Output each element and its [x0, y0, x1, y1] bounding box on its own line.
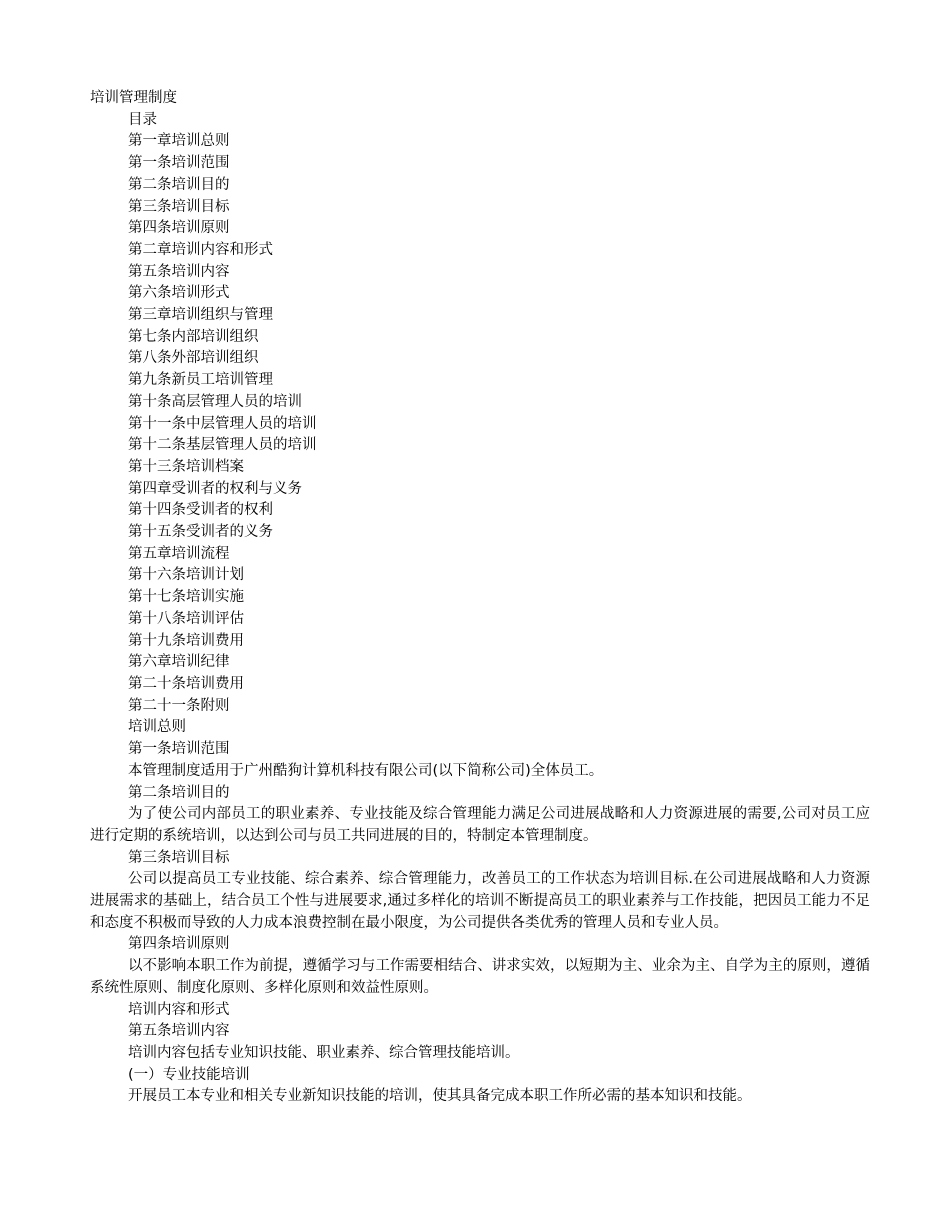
article-paragraph: 为了使公司内部员工的职业素养、专业技能及综合管理能力满足公司进展战略和人力资源进展的需要,公司对员工应进行定期的系统培训，以达到公司与员工共同进展的目的，特制定本管理制度。: [90, 806, 870, 844]
article-paragraph: 公司以提高员工专业技能、综合素养、综合管理能力，改善员工的工作状态为培训目标.在公司进展战略和人力资源进展需求的基础上，结合员工个性与进展要求,通过多样化的培训不断提高员工的职业素养与工作技能，把因员工能力不足和态度不积极而导致的人力成本浪费控制在最小限度，为公司提供各类优秀的管理人员和专业人员。: [90, 871, 870, 931]
table-of-contents: [90, 131, 870, 717]
toc-item: 第一章培训总则: [128, 133, 230, 150]
toc-item: 第十七条培训实施: [128, 589, 244, 606]
subsection-paragraph: 开展员工本专业和相关专业新知识技能的培训，使其具备完成本职工作所必需的基本知识和技能。: [128, 1088, 752, 1105]
article-heading: 第四条培训原则: [128, 936, 230, 953]
chapter-heading: 培训内容和形式: [128, 1001, 230, 1018]
toc-item: 第十六条培训计划: [128, 567, 244, 584]
article-paragraph: 本管理制度适用于广州酷狗计算机科技有限公司(以下简称公司)全体员工。: [128, 762, 604, 779]
toc-item: 第三条培训目标: [128, 198, 230, 215]
toc-item: 第五章培训流程: [128, 545, 230, 562]
toc-item: 第二十条培训费用: [128, 675, 244, 692]
toc-item: 第二十一条附则: [128, 697, 230, 714]
toc-item: 第二章培训内容和形式: [128, 241, 273, 258]
toc-item: 第六条培训形式: [128, 285, 230, 302]
toc-label: 目录: [128, 111, 157, 128]
toc-item: 第十条高层管理人员的培训: [128, 393, 302, 410]
article-paragraph: 以不影响本职工作为前提，遵循学习与工作需要相结合、讲求实效，以短期为主、业余为主、自学为主的原则，遵循系统性原则、制度化原则、多样化原则和效益性原则。: [90, 958, 870, 996]
article-paragraph: 培训内容包括专业知识技能、职业素养、综合管理技能培训。: [128, 1044, 520, 1061]
article-heading: 第三条培训目标: [128, 849, 230, 866]
chapter-heading: 培训总则: [128, 719, 186, 736]
toc-item: 第二条培训目的: [128, 176, 230, 193]
toc-item: 第五条培训内容: [128, 263, 230, 280]
document-body: [90, 88, 870, 1108]
document-title: 培训管理制度: [90, 90, 177, 106]
article-heading: 第二条培训目的: [128, 784, 230, 801]
toc-item: 第六章培训纪律: [128, 654, 230, 671]
toc-item: 第四条培训原则: [128, 220, 230, 237]
toc-item: 第七条内部培训组织: [128, 328, 259, 345]
toc-item: 第一条培训范围: [128, 155, 230, 172]
toc-item: 第十八条培训评估: [128, 610, 244, 627]
toc-item: 第十五条受训者的义务: [128, 524, 273, 541]
toc-item: 第十二条基层管理人员的培训: [128, 437, 317, 454]
toc-item: 第十四条受训者的权利: [128, 502, 273, 519]
toc-item: 第十一条中层管理人员的培训: [128, 415, 317, 432]
toc-item: 第八条外部培训组织: [128, 350, 259, 367]
article-heading: 第五条培训内容: [128, 1023, 230, 1040]
article-heading: 第一条培训范围: [128, 741, 230, 758]
toc-item: 第三章培训组织与管理: [128, 307, 273, 324]
toc-item: 第十九条培训费用: [128, 632, 244, 649]
toc-item: 第十三条培训档案: [128, 458, 244, 475]
toc-item: 第九条新员工培训管理: [128, 372, 273, 389]
toc-item: 第四章受训者的权利与义务: [128, 480, 302, 497]
subsection-heading: (一）专业技能培训: [128, 1066, 250, 1083]
